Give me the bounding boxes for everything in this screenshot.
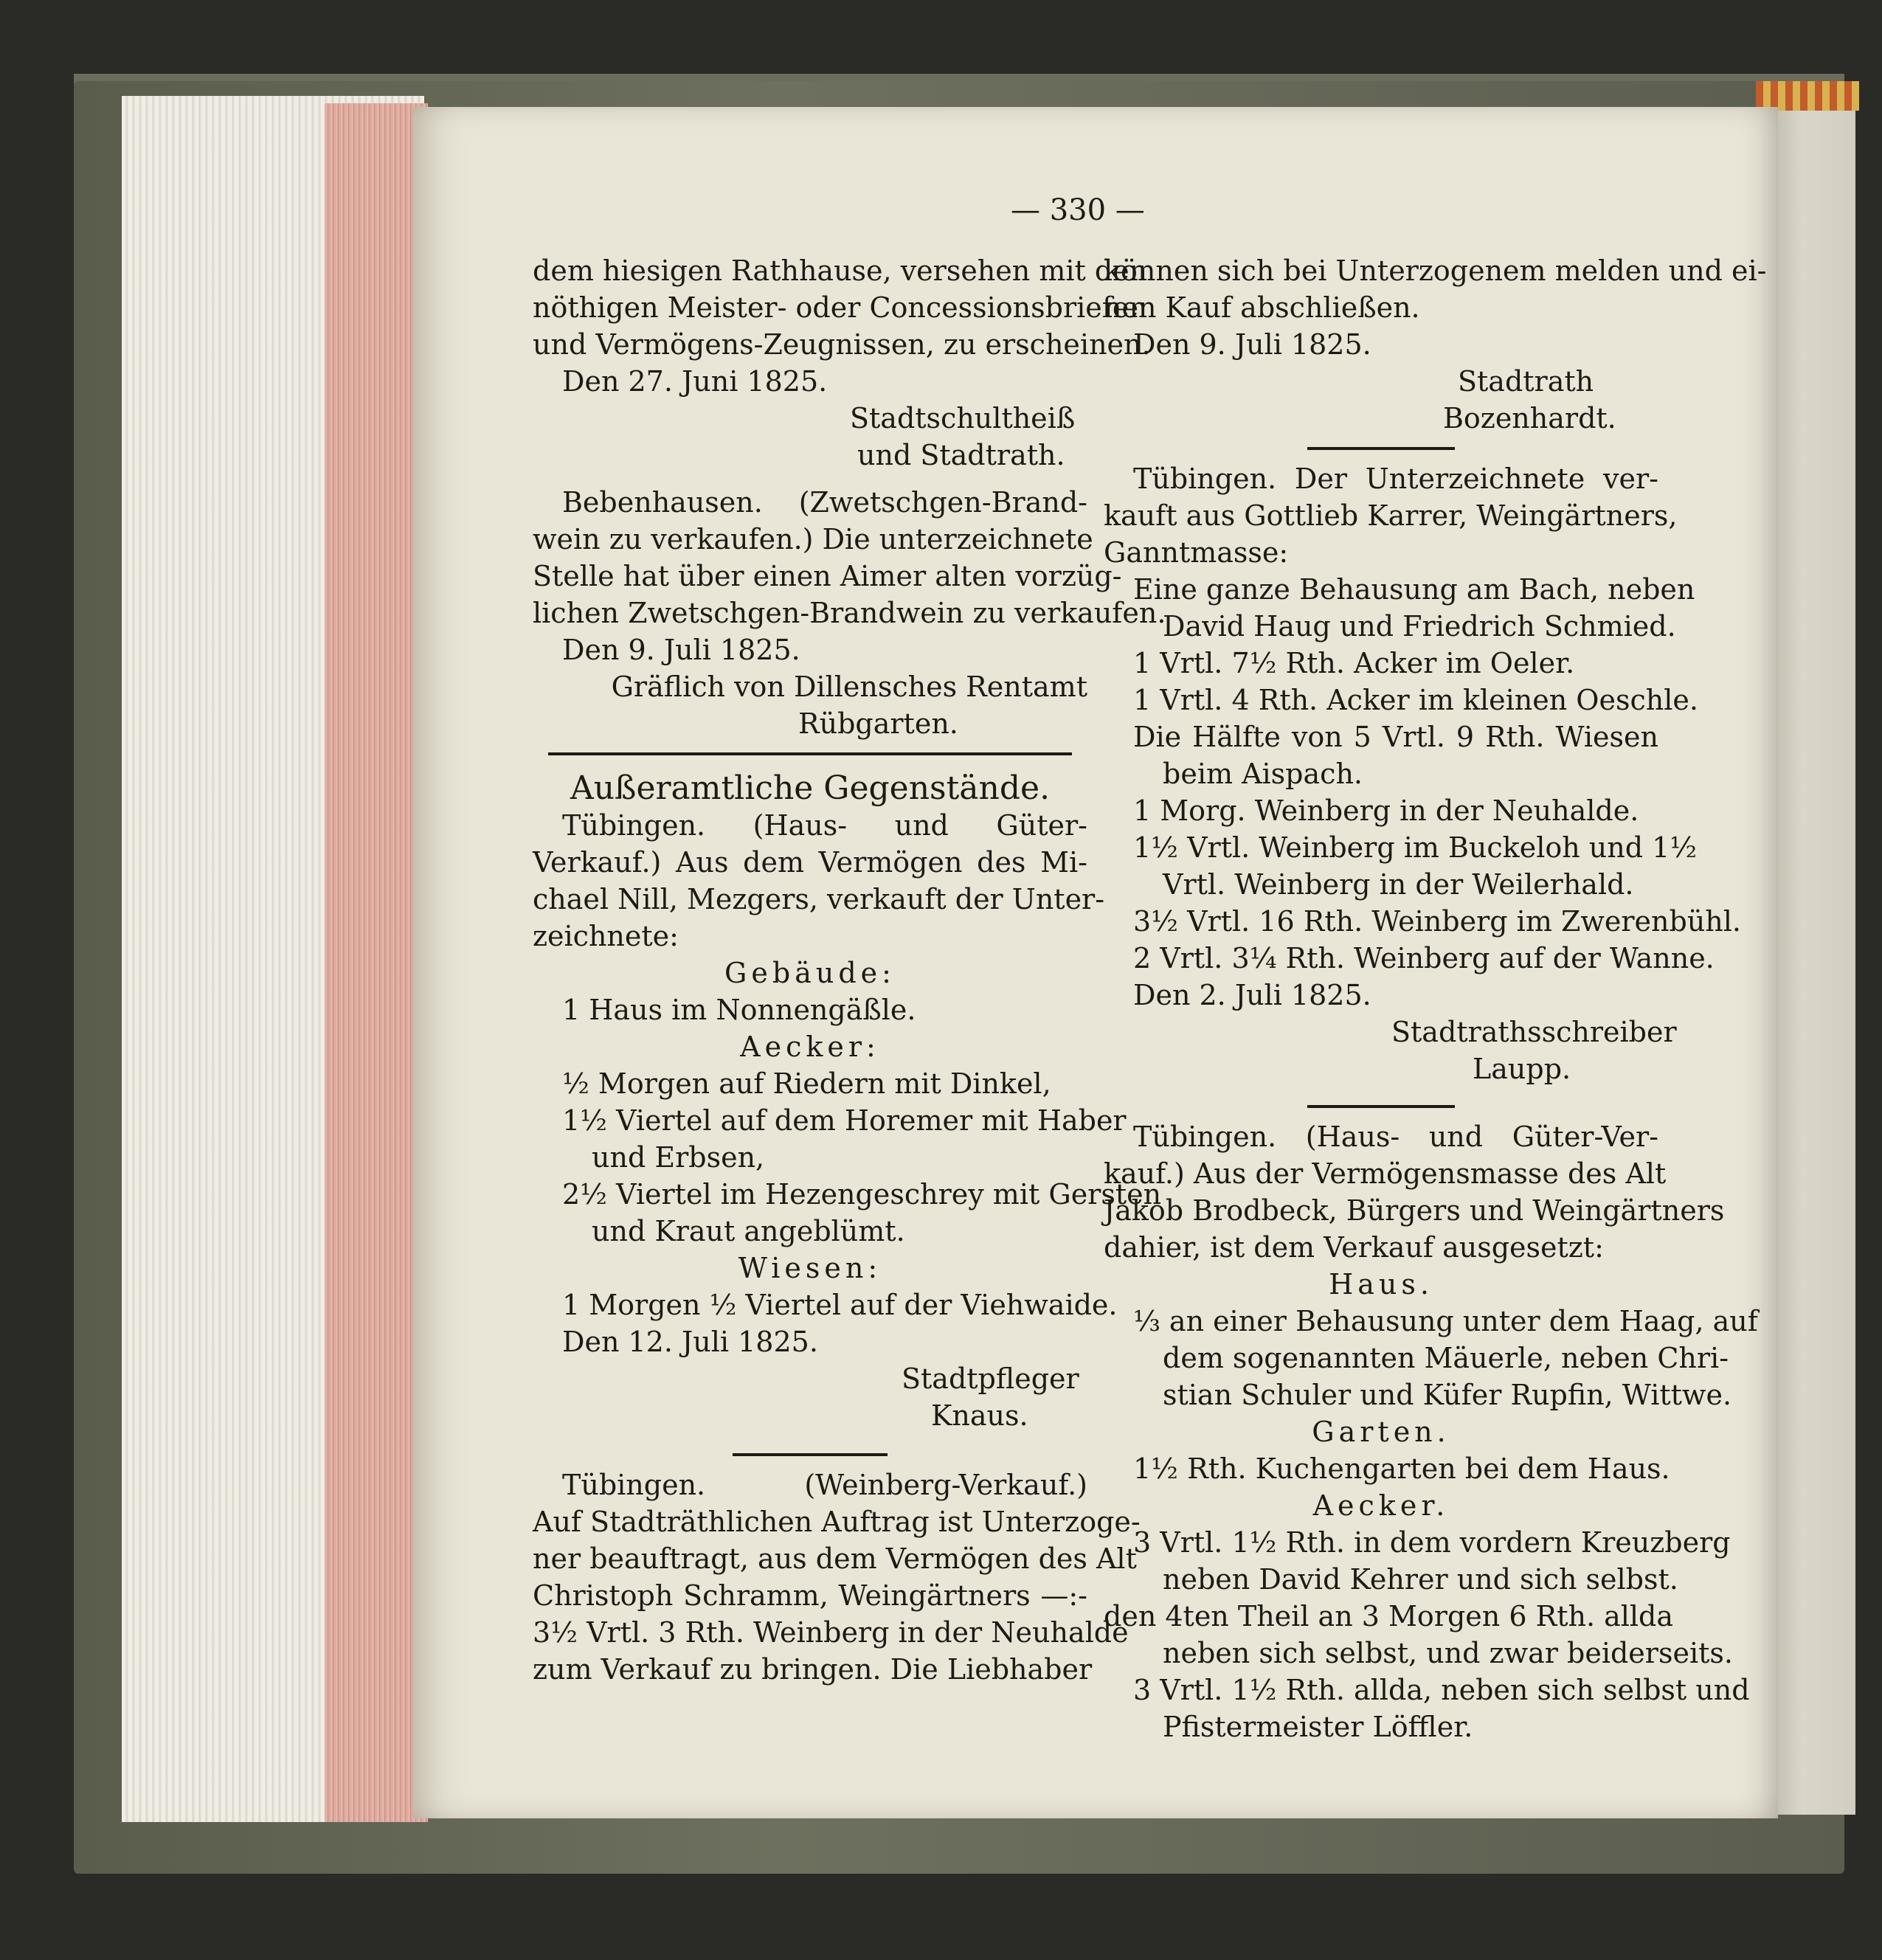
signature-line: Laupp. xyxy=(1473,1053,1571,1085)
list-item: Pfistermeister Löffler. xyxy=(1163,1711,1473,1743)
notice-heading-line: Bebenhausen. (Zwetschgen-Brand- xyxy=(562,486,1087,519)
signature-line: Stadtrathsschreiber xyxy=(1391,1016,1677,1048)
text-line: wein zu verkaufen.) Die unterzeichnete xyxy=(533,523,1093,555)
text-line: dem hiesigen Rathhause, versehen mit den xyxy=(533,254,1148,287)
text-line: und Vermögens-Zeugnissen, zu erscheinen. xyxy=(533,328,1151,361)
subheading: Wiesen: xyxy=(738,1252,882,1284)
list-item: 1½ Viertel auf dem Horemer mit Haber xyxy=(562,1104,1127,1137)
list-item: neben sich selbst, und zwar beiderseits. xyxy=(1163,1637,1733,1669)
list-item: 3 Vrtl. 1½ Rth. allda, neben sich selbst und xyxy=(1133,1674,1750,1706)
list-item: den 4ten Theil an 3 Morgen 6 Rth. allda xyxy=(1104,1600,1674,1632)
list-item: ½ Morgen auf Riedern mit Dinkel, xyxy=(562,1067,1051,1100)
text-line: 3½ Vrtl. 3 Rth. Weinberg in der Neuhalde xyxy=(533,1616,1129,1649)
list-item: und Kraut angeblümt. xyxy=(592,1215,905,1247)
subheading: Garten. xyxy=(1312,1416,1450,1448)
text-line: zum Verkauf zu bringen. Die Liebhaber xyxy=(533,1653,1093,1686)
text-line: nen Kauf abschließen. xyxy=(1104,291,1420,324)
signature-line: Stadtrath xyxy=(1458,365,1594,398)
text-line: kauf.) Aus der Vermögensmasse des Alt xyxy=(1104,1157,1667,1190)
list-item: 3 Vrtl. 1½ Rth. in dem vordern Kreuzberg xyxy=(1133,1526,1731,1559)
date-line: Den 12. Juli 1825. xyxy=(562,1326,818,1358)
page-number: — 330 — xyxy=(1011,193,1145,227)
text-line: Verkauf.) Aus dem Vermögen des Mi- xyxy=(533,846,1087,879)
list-item: 1 Morg. Weinberg in der Neuhalde. xyxy=(1133,794,1639,827)
signature-line: Gräflich von Dillensches Rentamt xyxy=(611,671,1087,703)
text-line: Auf Stadträthlichen Auftrag ist Unterzoge- xyxy=(533,1506,1141,1538)
list-item: David Haug und Friedrich Schmied. xyxy=(1163,610,1676,643)
list-item: Die Hälfte von 5 Vrtl. 9 Rth. Wiesen xyxy=(1133,721,1658,753)
signature-line: und Stadtrath. xyxy=(857,439,1065,471)
section-divider xyxy=(1307,447,1455,450)
section-heading: Außeramtliche Gegenstände. xyxy=(570,769,1051,807)
date-line: Den 9. Juli 1825. xyxy=(562,634,800,666)
date-line: Den 27. Juni 1825. xyxy=(562,365,828,398)
subheading: Gebäude: xyxy=(724,957,896,989)
subheading: Aecker: xyxy=(740,1031,880,1063)
list-item: 2 Vrtl. 3¼ Rth. Weinberg auf der Wanne. xyxy=(1133,942,1715,974)
bookmark-ribbon xyxy=(1756,81,1859,111)
list-item: beim Aispach. xyxy=(1163,758,1363,790)
signature-line: Stadtpfleger xyxy=(902,1362,1079,1395)
section-divider xyxy=(548,752,1072,755)
text-line: Ganntmasse: xyxy=(1104,536,1289,569)
left-column xyxy=(533,252,1166,1688)
list-item: 1 Vrtl. 4 Rth. Acker im kleinen Oeschle. xyxy=(1133,684,1698,716)
subheading: Haus. xyxy=(1329,1268,1433,1301)
notice-heading-line: Tübingen. (Haus- und Güter-Ver- xyxy=(1133,1121,1658,1153)
text-line: können sich bei Unterzogenem melden und ei- xyxy=(1104,254,1767,287)
list-item: neben David Kehrer und sich selbst. xyxy=(1163,1563,1678,1596)
signature-line: Bozenhardt. xyxy=(1443,402,1616,434)
text-line: kauft aus Gottlieb Karrer, Weingärtners, xyxy=(1104,499,1678,532)
text-line: Christoph Schramm, Weingärtners —:- xyxy=(533,1579,1087,1612)
text-line: dahier, ist dem Verkauf ausgesetzt: xyxy=(1104,1231,1604,1264)
list-item: 1 Vrtl. 7½ Rth. Acker im Oeler. xyxy=(1133,647,1575,679)
list-item: 1 Morgen ½ Viertel auf der Viehwaide. xyxy=(562,1289,1118,1321)
signature-line: Rübgarten. xyxy=(798,707,958,740)
date-line: Den 9. Juli 1825. xyxy=(1133,328,1371,361)
list-item: Eine ganze Behausung am Bach, neben xyxy=(1133,573,1695,606)
text-line: zeichnete: xyxy=(533,920,679,952)
text-line: ner beauftragt, aus dem Vermögen des Alt xyxy=(533,1542,1137,1575)
next-page-edge xyxy=(1767,111,1855,1815)
red-page-edge xyxy=(325,103,428,1822)
list-item: Vrtl. Weinberg in der Weilerhald. xyxy=(1163,868,1634,901)
text-line: Stelle hat über einen Aimer alten vorzüg- xyxy=(533,560,1122,592)
list-item: dem sogenannten Mäuerle, neben Chri- xyxy=(1163,1342,1729,1374)
section-divider xyxy=(733,1453,888,1456)
section-divider xyxy=(1307,1105,1455,1108)
subheading: Aecker. xyxy=(1312,1489,1450,1522)
text-line: chael Nill, Mezgers, verkauft der Unter- xyxy=(533,883,1105,915)
notice-heading-line: Tübingen. (Weinberg-Verkauf.) xyxy=(562,1469,1087,1501)
right-column xyxy=(1104,252,1767,1745)
list-item: 1½ Rth. Kuchengarten bei dem Haus. xyxy=(1133,1452,1670,1485)
list-item: 2½ Viertel im Hezengeschrey mit Gersten xyxy=(562,1178,1162,1211)
notice-heading-line: Tübingen. (Haus- und Güter- xyxy=(562,809,1087,842)
list-item: 1½ Vrtl. Weinberg im Buckeloh und 1½ xyxy=(1133,831,1698,864)
signature-line: Stadtschultheiß xyxy=(850,402,1076,434)
text-line: nöthigen Meister- oder Concessionsbriefen xyxy=(533,291,1147,324)
signature-line: Knaus. xyxy=(931,1399,1028,1432)
list-item: 1 Haus im Nonnengäßle. xyxy=(562,994,916,1026)
list-item: stian Schuler und Küfer Rupfin, Wittwe. xyxy=(1163,1379,1732,1411)
list-item: ⅓ an einer Behausung unter dem Haag, auf xyxy=(1133,1305,1758,1337)
list-item: und Erbsen, xyxy=(592,1141,765,1174)
text-line: Jakob Brodbeck, Bürgers und Weingärtners xyxy=(1104,1194,1725,1227)
text-line: lichen Zwetschgen-Brandwein zu verkaufen. xyxy=(533,597,1166,629)
list-item: 3½ Vrtl. 16 Rth. Weinberg im Zwerenbühl. xyxy=(1133,905,1741,938)
notice-heading-line: Tübingen. Der Unterzeichnete ver- xyxy=(1133,463,1658,495)
date-line: Den 2. Juli 1825. xyxy=(1133,979,1371,1011)
